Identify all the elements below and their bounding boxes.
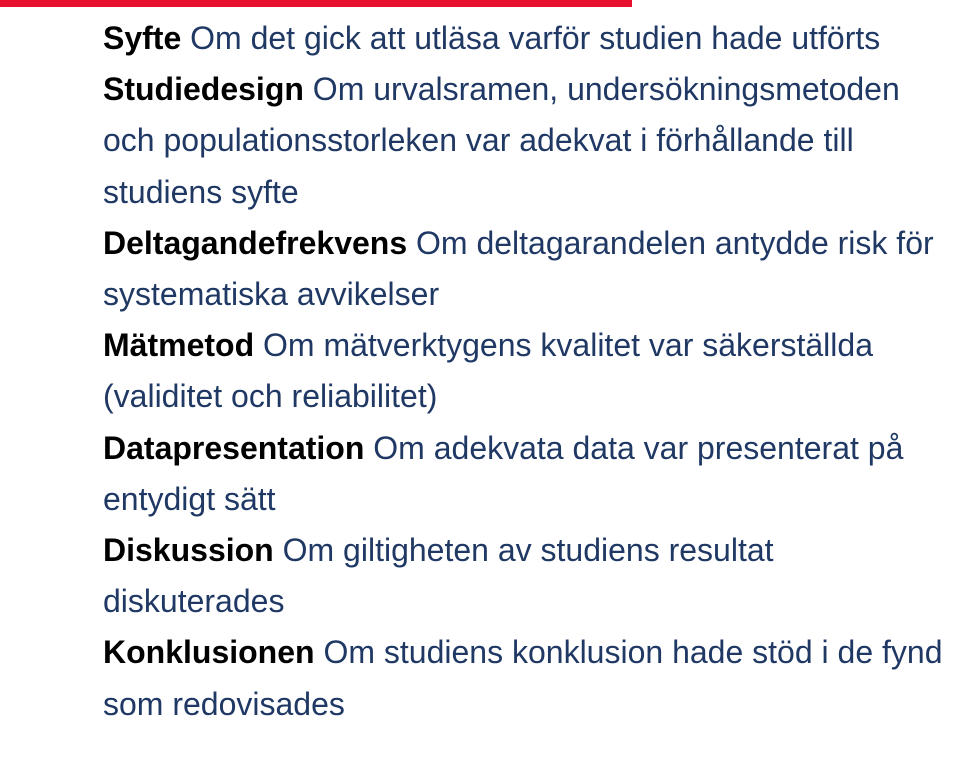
criterion-description: Om mätverktygens kvalitet var säkerställda (validitet och reliabilitet) bbox=[103, 327, 873, 415]
criterion-term: Studiedesign bbox=[103, 71, 304, 108]
criterion-term: Mätmetod bbox=[103, 327, 255, 364]
criterion-description: Om deltagarandelen antydde risk för systematiska avvikelser bbox=[103, 224, 934, 313]
criterion-datapresentation bbox=[103, 423, 953, 525]
criterion-studiedesign bbox=[103, 64, 953, 218]
criterion-term: Deltagandefrekvens bbox=[103, 224, 408, 261]
criteria-list bbox=[103, 13, 953, 730]
criterion-matmetod bbox=[103, 320, 953, 422]
top-accent-rule bbox=[0, 0, 632, 7]
criterion-syfte bbox=[103, 13, 953, 64]
criterion-term: Diskussion bbox=[103, 532, 274, 569]
criterion-description: Om det gick att utläsa varför studien hade utförts bbox=[190, 20, 881, 56]
criterion-deltagandefrekvens bbox=[103, 218, 953, 320]
criterion-diskussion bbox=[103, 525, 953, 627]
criterion-description: Om urvalsramen, undersökningsmetoden och populationsstorleken var adekvat i förhållande till studiens syfte bbox=[103, 71, 900, 210]
criterion-description: Om studiens konklusion hade stöd i de fynd som redovisades bbox=[103, 634, 943, 722]
criterion-term: Syfte bbox=[103, 20, 182, 56]
criterion-term: Datapresentation bbox=[103, 429, 365, 466]
criterion-konklusionen bbox=[103, 627, 953, 729]
criterion-description: Om adekvata data var presenterat på entydigt sätt bbox=[103, 429, 904, 517]
criterion-term: Konklusionen bbox=[103, 634, 315, 671]
criterion-description: Om giltigheten av studiens resultat diskuterades bbox=[103, 532, 774, 620]
